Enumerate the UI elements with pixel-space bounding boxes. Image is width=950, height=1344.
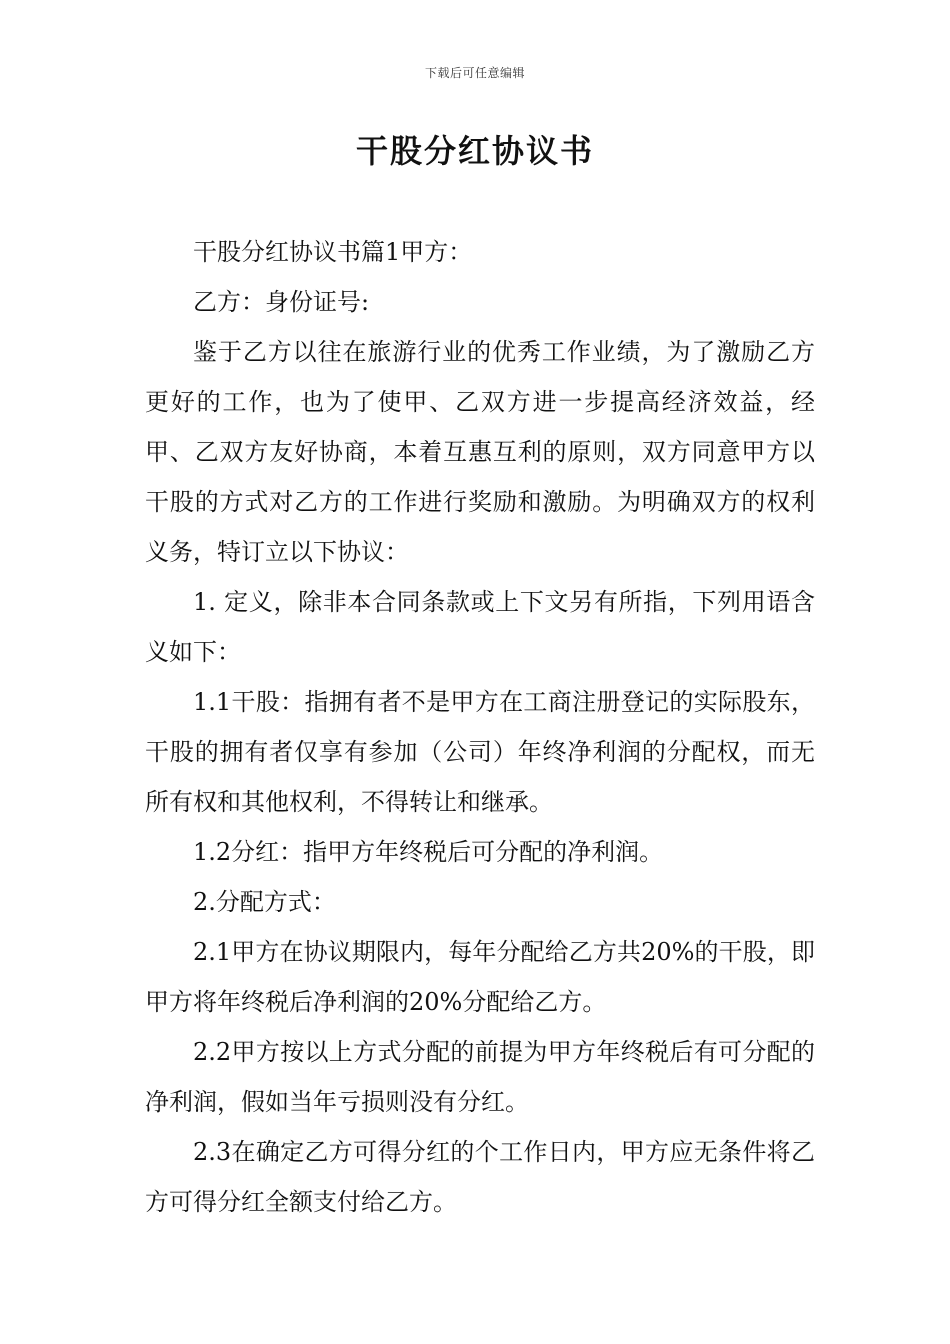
- paragraph-heading: 干股分红协议书篇1甲方：: [193, 238, 473, 266]
- paragraph-distribution-2-1: 2.1甲方在协议期限内，每年分配给乙方共20%的干股，即甲方将年终税后净利润的20%分配给乙方。: [145, 938, 815, 1016]
- document-body: [145, 227, 815, 1227]
- document-title: 干股分红协议书: [355, 132, 594, 170]
- paragraph-distribution: 2.分配方式：: [193, 888, 336, 916]
- paragraph-definitions: 1. 定义，除非本合同条款或上下文另有所指，下列用语含义如下：: [145, 588, 815, 666]
- paragraph-party-b: 乙方：身份证号:: [193, 288, 370, 316]
- paragraph-definition-1-1: 1.1干股：指拥有者不是甲方在工商注册登记的实际股东，干股的拥有者仅享有参加（公司）年终净利润的分配权，而无所有权和其他权利，不得转让和继承。: [145, 688, 815, 816]
- paragraph-distribution-2-3: 2.3在确定乙方可得分红的个工作日内，甲方应无条件将乙方可得分红全额支付给乙方。: [145, 1138, 815, 1216]
- paragraph-distribution-2-2: 2.2甲方按以上方式分配的前提为甲方年终税后有可分配的净利润，假如当年亏损则没有分红。: [145, 1038, 815, 1116]
- paragraph-preamble: 鉴于乙方以往在旅游行业的优秀工作业绩，为了激励乙方更好的工作，也为了使甲、乙双方进一步提高经济效益，经甲、乙双方友好协商，本着互惠互利的原则，双方同意甲方以干股的方式对乙方的工作进行奖励和激励。为明确双方的权利义务，特订立以下协议：: [145, 338, 815, 566]
- header-note: 下载后可任意编辑: [424, 66, 525, 80]
- paragraph-definition-1-2: 1.2分红：指甲方年终税后可分配的净利润。: [193, 838, 664, 866]
